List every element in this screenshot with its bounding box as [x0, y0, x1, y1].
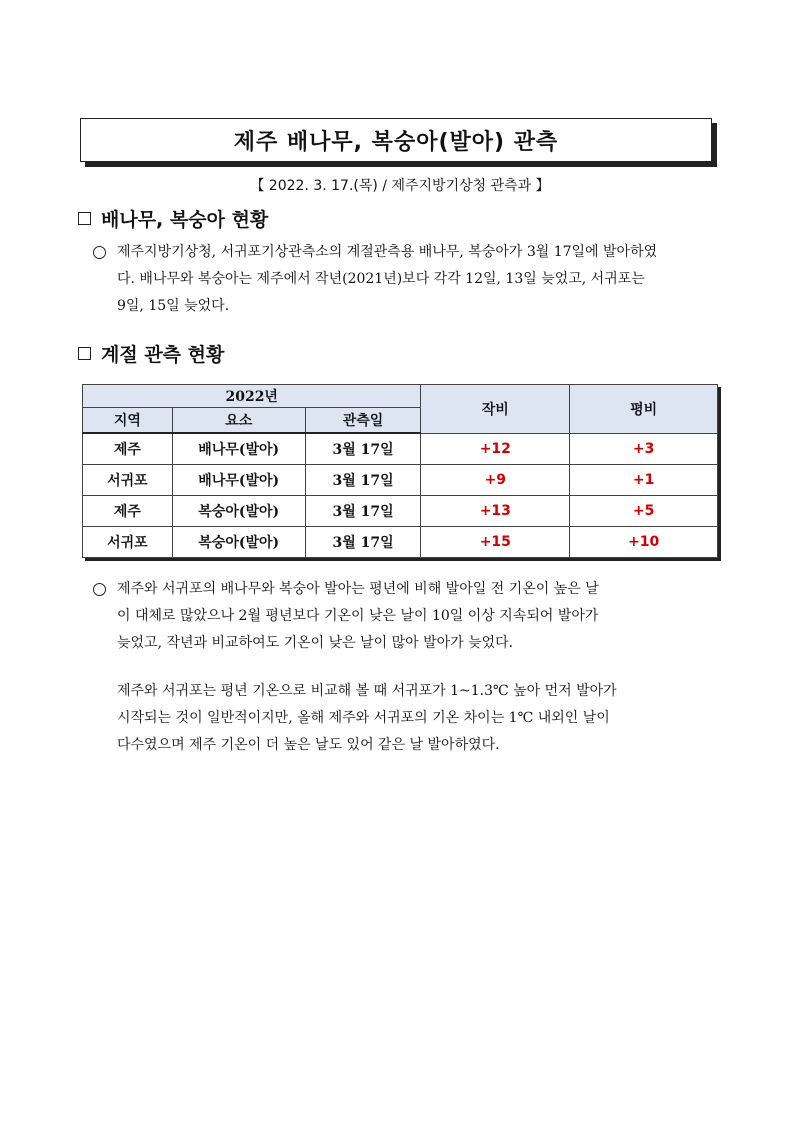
table-row	[83, 496, 718, 527]
cell-date: 3월 17일	[305, 496, 421, 527]
square-bullet-icon	[78, 212, 91, 225]
cell-region: 제주	[83, 496, 173, 527]
cell-vs-last-year: +12	[421, 433, 570, 465]
cell-element: 복숭아(발아)	[172, 527, 305, 558]
text-line: 시작되는 것이 일반적이지만, 올해 제주와 서귀포의 기온 차이는 1℃ 내외인 날이	[117, 710, 610, 726]
section-heading-status	[78, 205, 268, 232]
text-line: 다. 배나무와 복숭아는 제주에서 작년(2021년)보다 각각 12일, 13일 늦었고, 서귀포는	[117, 271, 645, 287]
text-line: 9일, 15일 늦었다.	[117, 298, 230, 314]
cell-vs-last-year: +9	[421, 465, 570, 496]
section-heading-text: 배나무, 복숭아 현황	[101, 209, 269, 231]
text-line: 제주지방기상청, 서귀포기상관측소의 계절관측용 배나무, 복숭아가 3월 17일에 발아하였	[117, 244, 658, 260]
header-vs-last-year: 작비	[421, 385, 570, 434]
cell-element: 복숭아(발아)	[172, 496, 305, 527]
cell-vs-normal: +1	[570, 465, 718, 496]
document-title: 제주 배나무, 복숭아(발아) 관측	[233, 129, 559, 155]
circle-bullet-icon	[93, 583, 106, 596]
cell-region: 서귀포	[83, 465, 173, 496]
cell-vs-normal: +3	[570, 433, 718, 465]
cell-region: 제주	[83, 433, 173, 465]
cell-date: 3월 17일	[305, 527, 421, 558]
text-line: 다수였으며 제주 기온이 더 높은 날도 있어 같은 날 발아하였다.	[117, 737, 500, 753]
cell-element: 배나무(발아)	[172, 433, 305, 465]
text-line: 제주와 서귀포의 배나무와 복숭아 발아는 평년에 비해 발아일 전 기온이 높은 날	[117, 581, 599, 597]
section-heading-observation	[78, 340, 224, 367]
cell-vs-last-year: +13	[421, 496, 570, 527]
cell-vs-normal: +5	[570, 496, 718, 527]
cell-date: 3월 17일	[305, 465, 421, 496]
cell-region: 서귀포	[83, 527, 173, 558]
bullet-paragraph-status	[93, 239, 725, 320]
cell-vs-last-year: +15	[421, 527, 570, 558]
header-element: 요소	[172, 408, 305, 434]
cell-element: 배나무(발아)	[172, 465, 305, 496]
subtitle: 【 2022. 3. 17.(목) / 제주지방기상청 관측과 】	[250, 178, 550, 194]
table-row	[83, 527, 718, 558]
header-vs-normal: 평비	[570, 385, 718, 434]
text-line: 이 대체로 많았으나 2월 평년보다 기온이 낮은 날이 10일 이상 지속되어 발아가	[117, 608, 599, 624]
cell-vs-normal: +10	[570, 527, 718, 558]
bullet-paragraph-analysis	[93, 576, 725, 657]
square-bullet-icon	[78, 347, 91, 360]
header-region: 지역	[83, 408, 173, 434]
cell-date: 3월 17일	[305, 433, 421, 465]
header-date: 관측일	[305, 408, 421, 434]
paragraph-comparison	[117, 678, 724, 759]
table-row	[83, 465, 718, 496]
observation-table	[82, 384, 718, 558]
table-row	[83, 433, 718, 465]
title-box	[80, 118, 712, 162]
section-heading-text: 계절 관측 현황	[101, 344, 225, 366]
circle-bullet-icon	[93, 246, 106, 259]
text-line: 제주와 서귀포는 평년 기온으로 비교해 볼 때 서귀포가 1~1.3℃ 높아 먼저 발아가	[117, 683, 617, 699]
year-header: 2022년	[83, 385, 421, 408]
text-line: 늦었고, 작년과 비교하여도 기온이 낮은 날이 많아 발아가 늦었다.	[117, 635, 514, 651]
